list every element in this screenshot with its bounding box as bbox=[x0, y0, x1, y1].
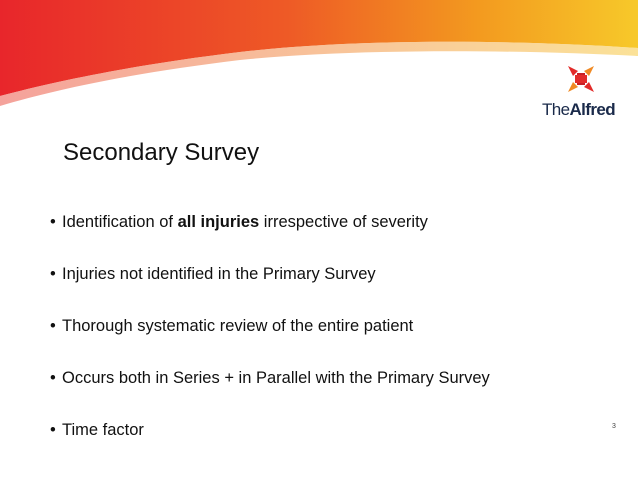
bullet-text-strong: all injuries bbox=[177, 213, 260, 231]
slide-title: Secondary Survey bbox=[63, 139, 260, 166]
page-number: 3 bbox=[612, 423, 616, 430]
bullet-item bbox=[50, 260, 490, 312]
bullet-text-pre: Occurs both in Series + in Parallel with the Primary Survey bbox=[62, 369, 490, 387]
bullet-item bbox=[50, 364, 490, 416]
bullet-item bbox=[50, 208, 490, 260]
bullet-text-pre: Identification of bbox=[62, 213, 178, 231]
logo-text-bold: Alfred bbox=[569, 100, 616, 119]
bullet-list bbox=[50, 208, 490, 468]
bullet-dot-icon: • bbox=[50, 213, 56, 231]
alfred-cross-icon bbox=[564, 62, 598, 96]
bullet-dot-icon: • bbox=[50, 317, 56, 335]
logo-wordmark bbox=[542, 100, 622, 120]
logo-text-light: The bbox=[542, 100, 570, 119]
bullet-text-post: irrespective of severity bbox=[259, 213, 428, 231]
bullet-text-pre: Injuries not identified in the Primary Survey bbox=[62, 265, 376, 283]
bullet-dot-icon: • bbox=[50, 369, 56, 387]
bullet-item bbox=[50, 416, 490, 468]
bullet-text-pre: Thorough systematic review of the entire patient bbox=[62, 317, 414, 335]
bullet-dot-icon: • bbox=[50, 265, 56, 283]
bullet-text-pre: Time factor bbox=[62, 421, 144, 439]
bullet-item bbox=[50, 312, 490, 364]
the-alfred-logo bbox=[542, 62, 622, 122]
bullet-dot-icon: • bbox=[50, 421, 56, 439]
